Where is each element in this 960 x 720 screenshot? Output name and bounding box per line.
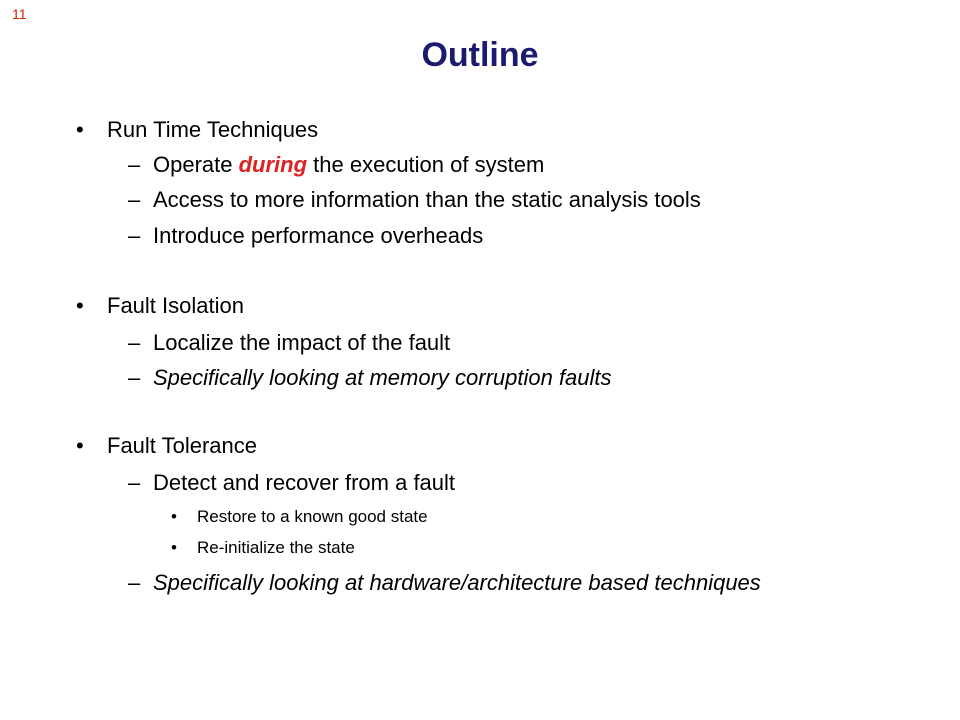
section-heading-text: Fault Isolation (107, 293, 244, 318)
bullet-icon: • (76, 293, 84, 318)
dash-icon: – (128, 570, 141, 595)
slide-number: 11 (12, 6, 27, 22)
sub-item-text: Detect and recover from a fault (153, 470, 456, 495)
slide-title: Outline (421, 36, 539, 74)
dash-icon: – (128, 365, 141, 390)
sub-item-text: Specifically looking at memory corruption faults (153, 365, 612, 390)
sub-item-text: Access to more information than the static analysis tools (153, 187, 701, 212)
bullet-icon: • (76, 117, 84, 142)
sub-item-text: Specifically looking at hardware/architecture based techniques (153, 570, 761, 595)
text-segment: Operate (153, 152, 239, 177)
section-heading-text: Run Time Techniques (107, 117, 319, 142)
dash-icon: – (128, 187, 141, 212)
sub-sub-item-text: Re-initialize the state (197, 538, 355, 557)
sub-item-text: Localize the impact of the fault (153, 330, 451, 355)
sub-item-text: Introduce performance overheads (153, 223, 484, 248)
sub-item-text (153, 152, 544, 178)
bullet-icon: • (76, 433, 84, 458)
dash-icon: – (128, 223, 141, 248)
dash-icon: – (128, 330, 141, 355)
emphasized-word: during (238, 152, 308, 177)
text-segment: the execution of system (307, 152, 545, 177)
sub-sub-item-text: Restore to a known good state (197, 507, 428, 526)
bullet-icon: • (171, 507, 177, 526)
section-heading-text: Fault Tolerance (107, 433, 258, 458)
dash-icon: – (128, 470, 141, 495)
dash-icon: – (128, 152, 141, 177)
bullet-icon: • (171, 538, 177, 557)
